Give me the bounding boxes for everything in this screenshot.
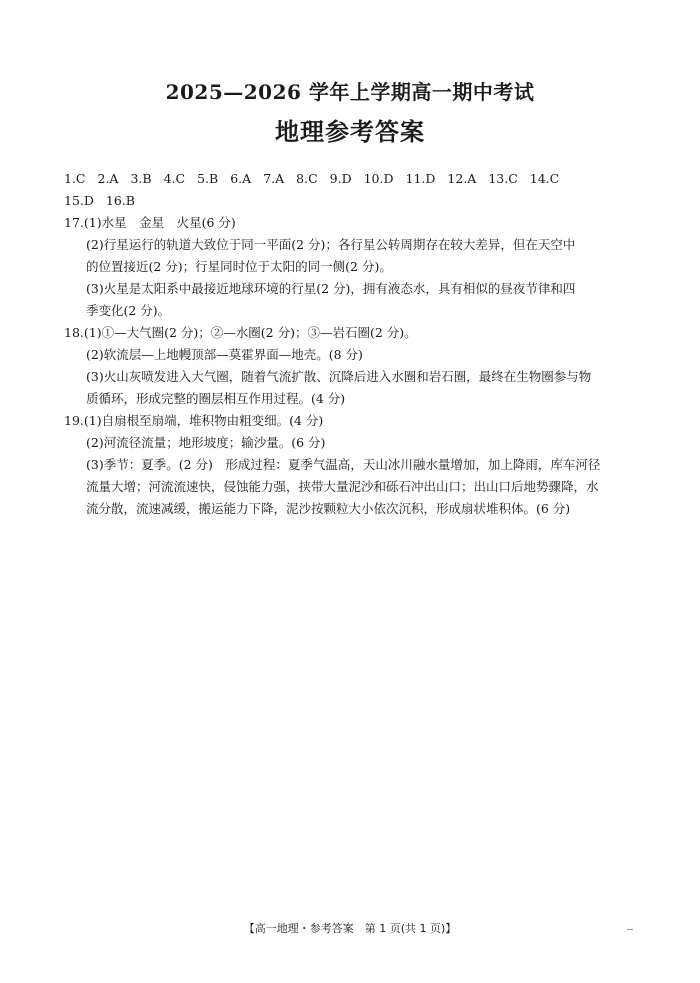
choice-answer: 7.A	[263, 171, 285, 186]
choice-answer: 14.C	[529, 171, 560, 186]
q19-line-3: (3)季节：夏季。(2 分) 形成过程：夏季气温高，天山冰川融水量增加，加上降雨，库车河径	[86, 457, 601, 472]
answer-content	[64, 168, 644, 520]
choice-answer: 8.C	[296, 171, 318, 186]
q19-line-2: (2)河流径流量；地形坡度；输沙量。(6 分)	[86, 435, 326, 450]
choice-answer: 1.C	[64, 171, 86, 186]
q19-line-1: 19.(1)自扇根至扇端，堆积物由粗变细。(4 分)	[64, 413, 324, 428]
q17-line-1: 17.(1)水星 金星 火星(6 分)	[64, 215, 236, 230]
choice-answer: 2.A	[97, 171, 119, 186]
q18-line-3: (3)火山灰喷发进入大气圈，随着气流扩散、沉降后进入水圈和岩石圈，最终在生物圈参与物	[86, 369, 592, 384]
corner-mark	[627, 929, 633, 930]
choice-answer: 15.D	[64, 193, 94, 208]
page-footer: 【高一地理・参考答案 第 1 页(共 1 页)】	[243, 922, 457, 935]
q17-line-3: 的位置接近(2 分)；行星同时位于太阳的同一侧(2 分)。	[86, 259, 392, 274]
choice-answer: 6.A	[230, 171, 252, 186]
q18-line-4: 质循环，形成完整的圈层相互作用过程。(4 分)	[86, 391, 346, 406]
q18-line-1: 18.(1)①—大气圈(2 分)；②—水圈(2 分)；③—岩石圈(2 分)。	[64, 325, 417, 340]
choice-answer: 3.B	[130, 171, 152, 186]
q18-line-2: (2)软流层—上地幔顶部—莫霍界面—地壳。(8 分)	[86, 347, 363, 362]
choice-answer: 11.D	[405, 171, 436, 186]
choice-answer: 5.B	[197, 171, 219, 186]
choice-answer: 4.C	[163, 171, 186, 186]
q17-line-2: (2)行星运行的轨道大致位于同一平面(2 分)；各行星公转周期存在较大差异，但在天空中	[86, 237, 576, 252]
q19-line-5: 流分散，流速减缓，搬运能力下降，泥沙按颗粒大小依次沉积，形成扇状堆积体。(6 分)	[86, 501, 571, 516]
q17-line-4: (3)火星是太阳系中最接近地球环境的行星(2 分)，拥有液态水，具有相似的昼夜节律和四	[86, 281, 576, 296]
exam-title: 2025—2026 学年上学期高一期中考试	[165, 80, 535, 104]
choice-answer: 10.D	[363, 171, 394, 186]
choice-answers-row-1	[64, 168, 644, 190]
choice-answers-row-2	[64, 190, 644, 212]
choice-answer: 9.D	[329, 171, 352, 186]
q19-line-4: 流量大增；河流流速快，侵蚀能力强，挟带大量泥沙和砾石冲出山口；出山口后地势骤降，水	[86, 479, 599, 494]
choice-answer: 12.A	[447, 171, 477, 186]
answer-key-title: 地理参考答案	[275, 117, 425, 146]
choice-answer: 13.C	[488, 171, 518, 186]
choice-answer: 16.B	[105, 193, 135, 208]
q17-line-5: 季变化(2 分)。	[86, 303, 171, 318]
